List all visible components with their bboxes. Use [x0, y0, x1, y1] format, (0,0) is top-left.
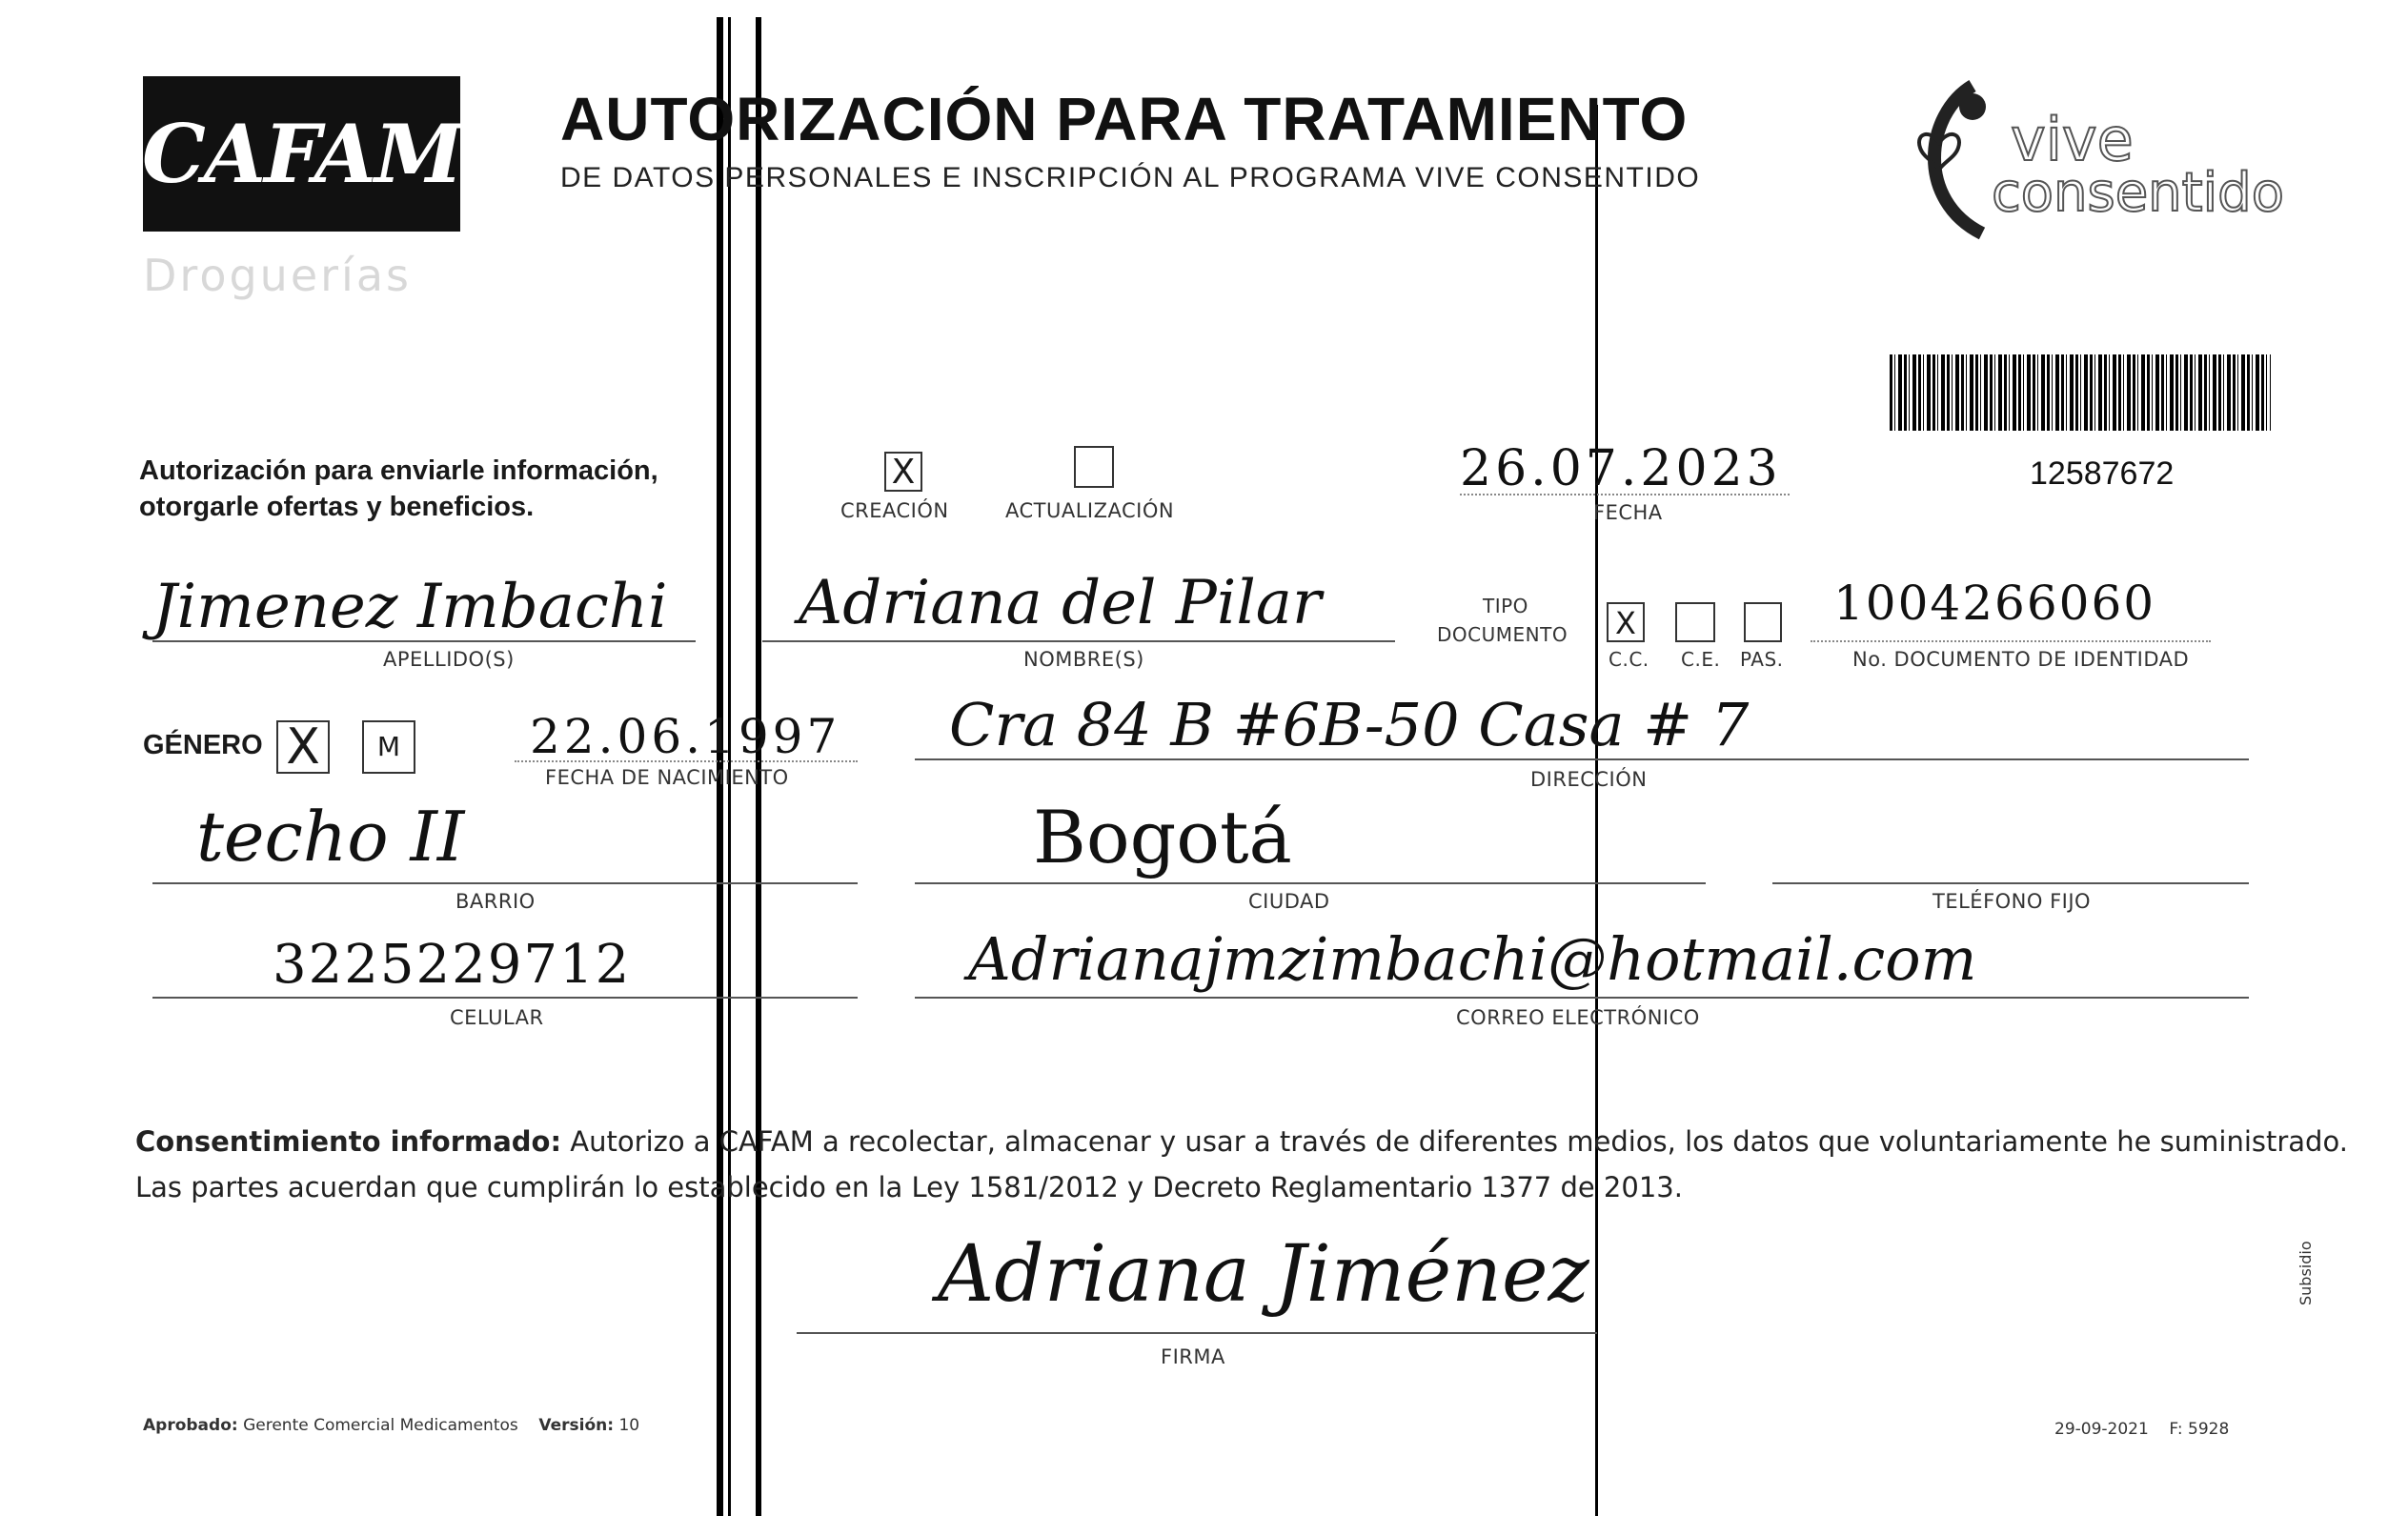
form-code: F: 5928 [2169, 1420, 2230, 1439]
genero-label: GÉNERO [143, 730, 263, 760]
firma-label: FIRMA [1161, 1345, 1225, 1368]
genero-m-checkbox[interactable] [362, 720, 415, 774]
nombres-value: Adriana del Pilar [799, 568, 1322, 638]
direccion-value: Cra 84 B #6B-50 Casa # 7 [949, 690, 1750, 759]
celular-label: CELULAR [450, 1006, 544, 1029]
pas-label: PAS. [1740, 648, 1784, 671]
barcode [1890, 354, 2271, 431]
creacion-label: CREACIÓN [840, 499, 949, 522]
celular-value: 3225229712 [273, 934, 632, 996]
consent-lead: Consentimiento informado: [135, 1125, 562, 1158]
date-code: 29-09-2021 [2054, 1420, 2149, 1439]
nacimiento-label: FECHA DE NACIMIENTO [545, 766, 789, 789]
apellidos-label: APELLIDO(S) [383, 648, 515, 671]
celular-line [152, 997, 858, 999]
ce-label: C.E. [1681, 648, 1721, 671]
authorization-intro-line1: Autorización para enviarle información, [139, 455, 658, 486]
nacimiento-value: 22.06.1997 [530, 709, 841, 764]
genero-m-label: M [376, 731, 401, 762]
genero-f-mark: X [286, 718, 320, 776]
barcode-number: 12587672 [2030, 455, 2175, 492]
actualizacion-label: ACTUALIZACIÓN [1005, 499, 1175, 522]
vive-consentido-logo [1906, 67, 2284, 248]
footer-approval [143, 1416, 639, 1435]
cc-label: C.C. [1609, 648, 1649, 671]
documento-line [1811, 640, 2211, 642]
cc-checkbox[interactable] [1607, 602, 1645, 642]
ciudad-label: CIUDAD [1248, 890, 1330, 913]
vive-text: vive [2011, 105, 2134, 174]
barrio-value: techo II [196, 797, 465, 877]
signature: Adriana Jiménez [938, 1229, 1589, 1320]
consentido-text: consentido [1992, 162, 2284, 224]
nacimiento-line [515, 760, 858, 762]
barrio-label: BARRIO [455, 890, 536, 913]
version-value: 10 [618, 1416, 640, 1435]
documento-value: 1004266060 [1833, 576, 2156, 631]
pas-checkbox[interactable] [1744, 602, 1782, 642]
direccion-label: DIRECCIÓN [1530, 768, 1648, 791]
ciudad-line [915, 882, 1706, 884]
barrio-line [152, 882, 858, 884]
cc-mark: X [1615, 605, 1636, 641]
authorization-intro-line2: otorgarle ofertas y beneficios. [139, 492, 535, 522]
consent-text-1: Autorizo a CAFAM a recolectar, almacenar y usar a través de diferentes medios, los datos que voluntariamente he suministrado. [561, 1125, 2348, 1158]
scan-bar-4 [1595, 105, 1598, 1516]
cafam-logo-text: CAFAM [142, 107, 461, 201]
cafam-logo-subtext: Droguerías [143, 250, 412, 301]
aprobado-value: Gerente Comercial Medicamentos [243, 1416, 518, 1435]
apellidos-line [152, 640, 696, 642]
telefono-fijo-label: TELÉFONO FIJO [1932, 890, 2092, 913]
firma-line [797, 1332, 1597, 1334]
footer-codes [2054, 1420, 2229, 1439]
consent-line-1 [135, 1119, 2348, 1164]
consent-paragraph [135, 1119, 2348, 1210]
nombres-line [762, 640, 1395, 642]
fecha-line [1460, 494, 1790, 495]
creacion-mark: X [891, 453, 916, 492]
correo-line [915, 997, 2249, 999]
fecha-label: FECHA [1593, 501, 1663, 524]
direccion-line [915, 758, 2249, 760]
actualizacion-checkbox[interactable] [1074, 446, 1114, 488]
version-label: Versión: [538, 1416, 615, 1435]
aprobado-label: Aprobado: [143, 1416, 238, 1435]
page-subtitle: DE DATOS PERSONALES E INSCRIPCIÓN AL PROGRAMA VIVE CONSENTIDO [560, 162, 1701, 193]
page-title: AUTORIZACIÓN PARA TRATAMIENTO [560, 85, 1689, 153]
tipo-documento-label-2: DOCUMENTO [1437, 623, 1568, 646]
fecha-value: 26.07.2023 [1460, 440, 1782, 497]
correo-label: CORREO ELECTRÓNICO [1456, 1006, 1700, 1029]
nombres-label: NOMBRE(S) [1023, 648, 1144, 671]
ce-checkbox[interactable] [1675, 602, 1715, 642]
creacion-checkbox[interactable] [884, 452, 922, 492]
telefono-fijo-line [1772, 882, 2249, 884]
cafam-logo [143, 76, 460, 232]
consent-text-2: Las partes acuerdan que cumplirán lo establecido en la Ley 1581/2012 y Decreto Reglamentario 1377 de 2013. [135, 1171, 1683, 1203]
genero-f-checkbox[interactable] [276, 720, 330, 774]
ciudad-value: Bogotá [1033, 795, 1292, 879]
correo-value: Adrianajmzimbachi@hotmail.com [968, 924, 1977, 994]
documento-label: No. DOCUMENTO DE IDENTIDAD [1852, 648, 2190, 671]
side-text: Subsidio [2297, 1241, 2315, 1305]
tipo-documento-label-1: TIPO [1483, 595, 1528, 617]
apellidos-value: Jimenez Imbachi [152, 572, 668, 642]
